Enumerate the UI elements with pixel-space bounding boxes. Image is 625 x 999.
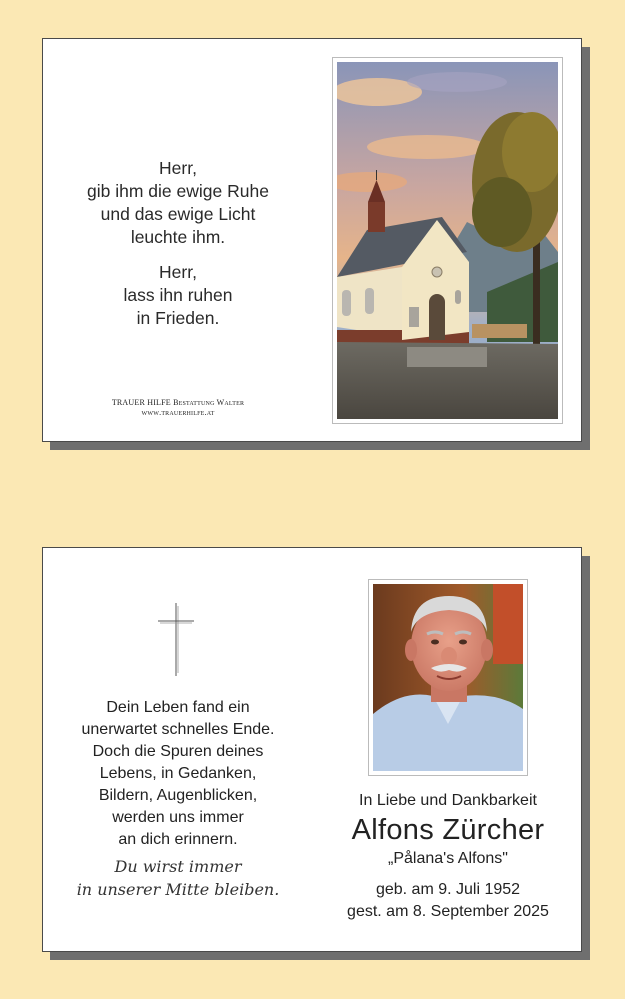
- cross-icon: [158, 603, 194, 676]
- poem-line: Lebens, in Gedanken,: [99, 765, 257, 782]
- deceased-name: Alfons Zürcher: [351, 814, 545, 846]
- prayer-text: [73, 157, 283, 342]
- prayer-stanza-2: [73, 261, 283, 330]
- card-front: [42, 38, 582, 442]
- chapel-photo: [337, 62, 558, 419]
- poem-line: an dich erinnern.: [118, 831, 238, 848]
- portrait-frame: [368, 579, 528, 776]
- prayer-stanza-1: [73, 157, 283, 249]
- portrait-photo: [373, 584, 523, 771]
- script-text: [58, 855, 298, 901]
- company-name: TRAUER HILFE Bestattung Walter: [111, 398, 245, 407]
- poem-line: werden uns immer: [112, 809, 244, 826]
- chapel-photo-frame: [332, 57, 563, 424]
- prayer-line: gib ihm die ewige Ruhe: [87, 181, 269, 201]
- prayer-line: in Frieden.: [136, 308, 220, 328]
- poem-line: Bildern, Augenblicken,: [98, 787, 258, 804]
- portrait-illustration: [373, 584, 523, 771]
- prayer-line: Herr,: [159, 158, 197, 178]
- poem-line: unerwartet schnelles Ende.: [81, 721, 275, 738]
- death-date: gest. am 8. September 2025: [347, 903, 549, 920]
- company-url: www.trauerhilfe.at: [141, 408, 215, 417]
- chapel-illustration: [337, 62, 558, 419]
- nickname: „Pålana's Alfons": [388, 850, 508, 867]
- poem-line: Doch die Spuren deines: [92, 743, 264, 760]
- dedication: In Liebe und Dankbarkeit: [359, 792, 537, 809]
- poem-text: [63, 697, 293, 851]
- card-back: [42, 547, 582, 952]
- poem-line: Dein Leben fand ein: [106, 699, 250, 716]
- prayer-line: leuchte ihm.: [130, 227, 226, 247]
- company-imprint: [83, 398, 273, 418]
- script-line: Du wirst immer: [114, 857, 242, 876]
- prayer-line: Herr,: [159, 262, 197, 282]
- prayer-line: und das ewige Licht: [100, 204, 256, 224]
- prayer-line: lass ihn ruhen: [123, 285, 233, 305]
- birth-date: geb. am 9. Juli 1952: [375, 881, 521, 898]
- script-line: in unserer Mitte bleiben.: [76, 880, 280, 899]
